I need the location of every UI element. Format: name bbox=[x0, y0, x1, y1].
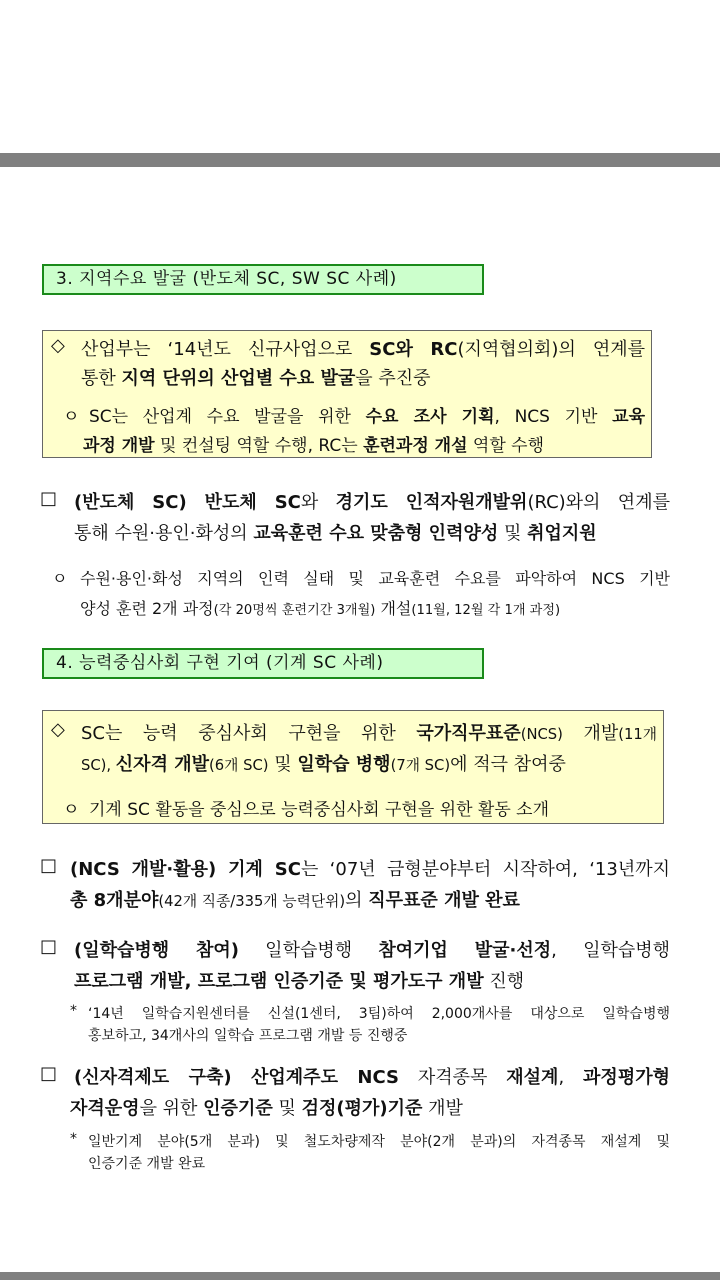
square-bullet-icon: □ bbox=[40, 855, 58, 876]
summary-line-2: 통한 지역 단위의 산업별 수요 발굴을 추진중 bbox=[81, 368, 431, 389]
semiconductor-sc-line-2: 통해 수원·용인·화성의 교육훈련 수요 맞춤형 인력양성 및 취업지원 bbox=[74, 523, 597, 544]
summary-line-1: SC는 능력 중심사회 구현을 위한 국가직무표준(NCS) 개발(11개 bbox=[81, 723, 658, 744]
new-qualification-note-line-1: 일반기계 분야(5개 분과) 및 철도차량제작 분야(2개 분과)의 자격종목 재설계 및 bbox=[88, 1134, 670, 1150]
top-divider-bar bbox=[0, 153, 720, 167]
section-4-summary-box bbox=[42, 710, 664, 824]
circle-bullet-icon: ㅇ bbox=[63, 407, 80, 427]
note-asterisk-icon: * bbox=[70, 1131, 77, 1147]
summary-line-4: 과정 개발 및 컨설팅 역할 수행, RC는 훈련과정 개설 역할 수행 bbox=[83, 436, 545, 456]
ncs-item-line-1: (NCS 개발·활용) 기계 SC는 ‘07년 금형분야부터 시작하여, ‘13년까지 bbox=[70, 859, 670, 880]
summary-line-3: 기계 SC 활동을 중심으로 능력중심사회 구현을 위한 활동 소개 bbox=[89, 800, 550, 820]
work-study-note-line-2: 홍보하고, 34개사의 일학습 프로그램 개발 등 진행중 bbox=[88, 1028, 408, 1044]
bottom-divider-bar bbox=[0, 1272, 720, 1280]
square-bullet-icon: □ bbox=[40, 936, 58, 957]
new-qualification-line-2: 자격운영을 위한 인증기준 및 검정(평가)기준 개발 bbox=[70, 1098, 463, 1119]
summary-line-2: SC), 신자격 개발(6개 SC) 및 일학습 병행(7개 SC)에 적극 참여중 bbox=[81, 754, 566, 775]
section-3-summary-box bbox=[42, 330, 652, 458]
note-asterisk-icon: * bbox=[70, 1003, 77, 1019]
diamond-bullet-icon: ◇ bbox=[51, 335, 65, 356]
region-training-line-2: 양성 훈련 2개 과정(각 20명씩 훈련기간 3개월) 개설(11월, 12월 각 1개 과정) bbox=[80, 599, 561, 618]
new-qualification-note-line-2: 인증기준 개발 완료 bbox=[88, 1156, 206, 1172]
ncs-item-line-2: 총 8개분야(42개 직종/335개 능력단위)의 직무표준 개발 완료 bbox=[70, 890, 520, 911]
new-qualification-line-1: (신자격제도 구축) 산업계주도 NCS 자격종목 재설계, 과정평가형 bbox=[74, 1067, 670, 1088]
work-study-line-2: 프로그램 개발, 프로그램 인증기준 및 평가도구 개발 진행 bbox=[74, 971, 525, 992]
semiconductor-sc-line-1: (반도체 SC) 반도체 SC와 경기도 인적자원개발위(RC)와의 연계를 bbox=[74, 492, 670, 513]
work-study-note-line-1: ‘14년 일학습지원센터를 신설(1센터, 3팀)하여 2,000개사를 대상으로 일학습병행 bbox=[88, 1006, 670, 1022]
region-training-line-1: 수원·용인·화성 지역의 인력 실태 및 교육훈련 수요를 파악하여 NCS 기반 bbox=[80, 569, 670, 588]
circle-bullet-icon: ㅇ bbox=[52, 569, 68, 588]
work-study-line-1: (일학습병행 참여) 일학습병행 참여기업 발굴·선정, 일학습병행 bbox=[74, 940, 671, 961]
square-bullet-icon: □ bbox=[40, 488, 58, 509]
diamond-bullet-icon: ◇ bbox=[51, 719, 65, 740]
summary-line-3: SC는 산업계 수요 발굴을 위한 수요 조사 기획, NCS 기반 교육 bbox=[89, 407, 645, 427]
section-3-heading: 3. 지역수요 발굴 (반도체 SC, SW SC 사례) bbox=[42, 264, 484, 295]
summary-line-1: 산업부는 ‘14년도 신규사업으로 SC와 RC(지역협의회)의 연계를 bbox=[81, 339, 646, 360]
section-4-heading: 4. 능력중심사회 구현 기여 (기계 SC 사례) bbox=[42, 648, 484, 679]
circle-bullet-icon: ㅇ bbox=[63, 800, 80, 820]
square-bullet-icon: □ bbox=[40, 1063, 58, 1084]
